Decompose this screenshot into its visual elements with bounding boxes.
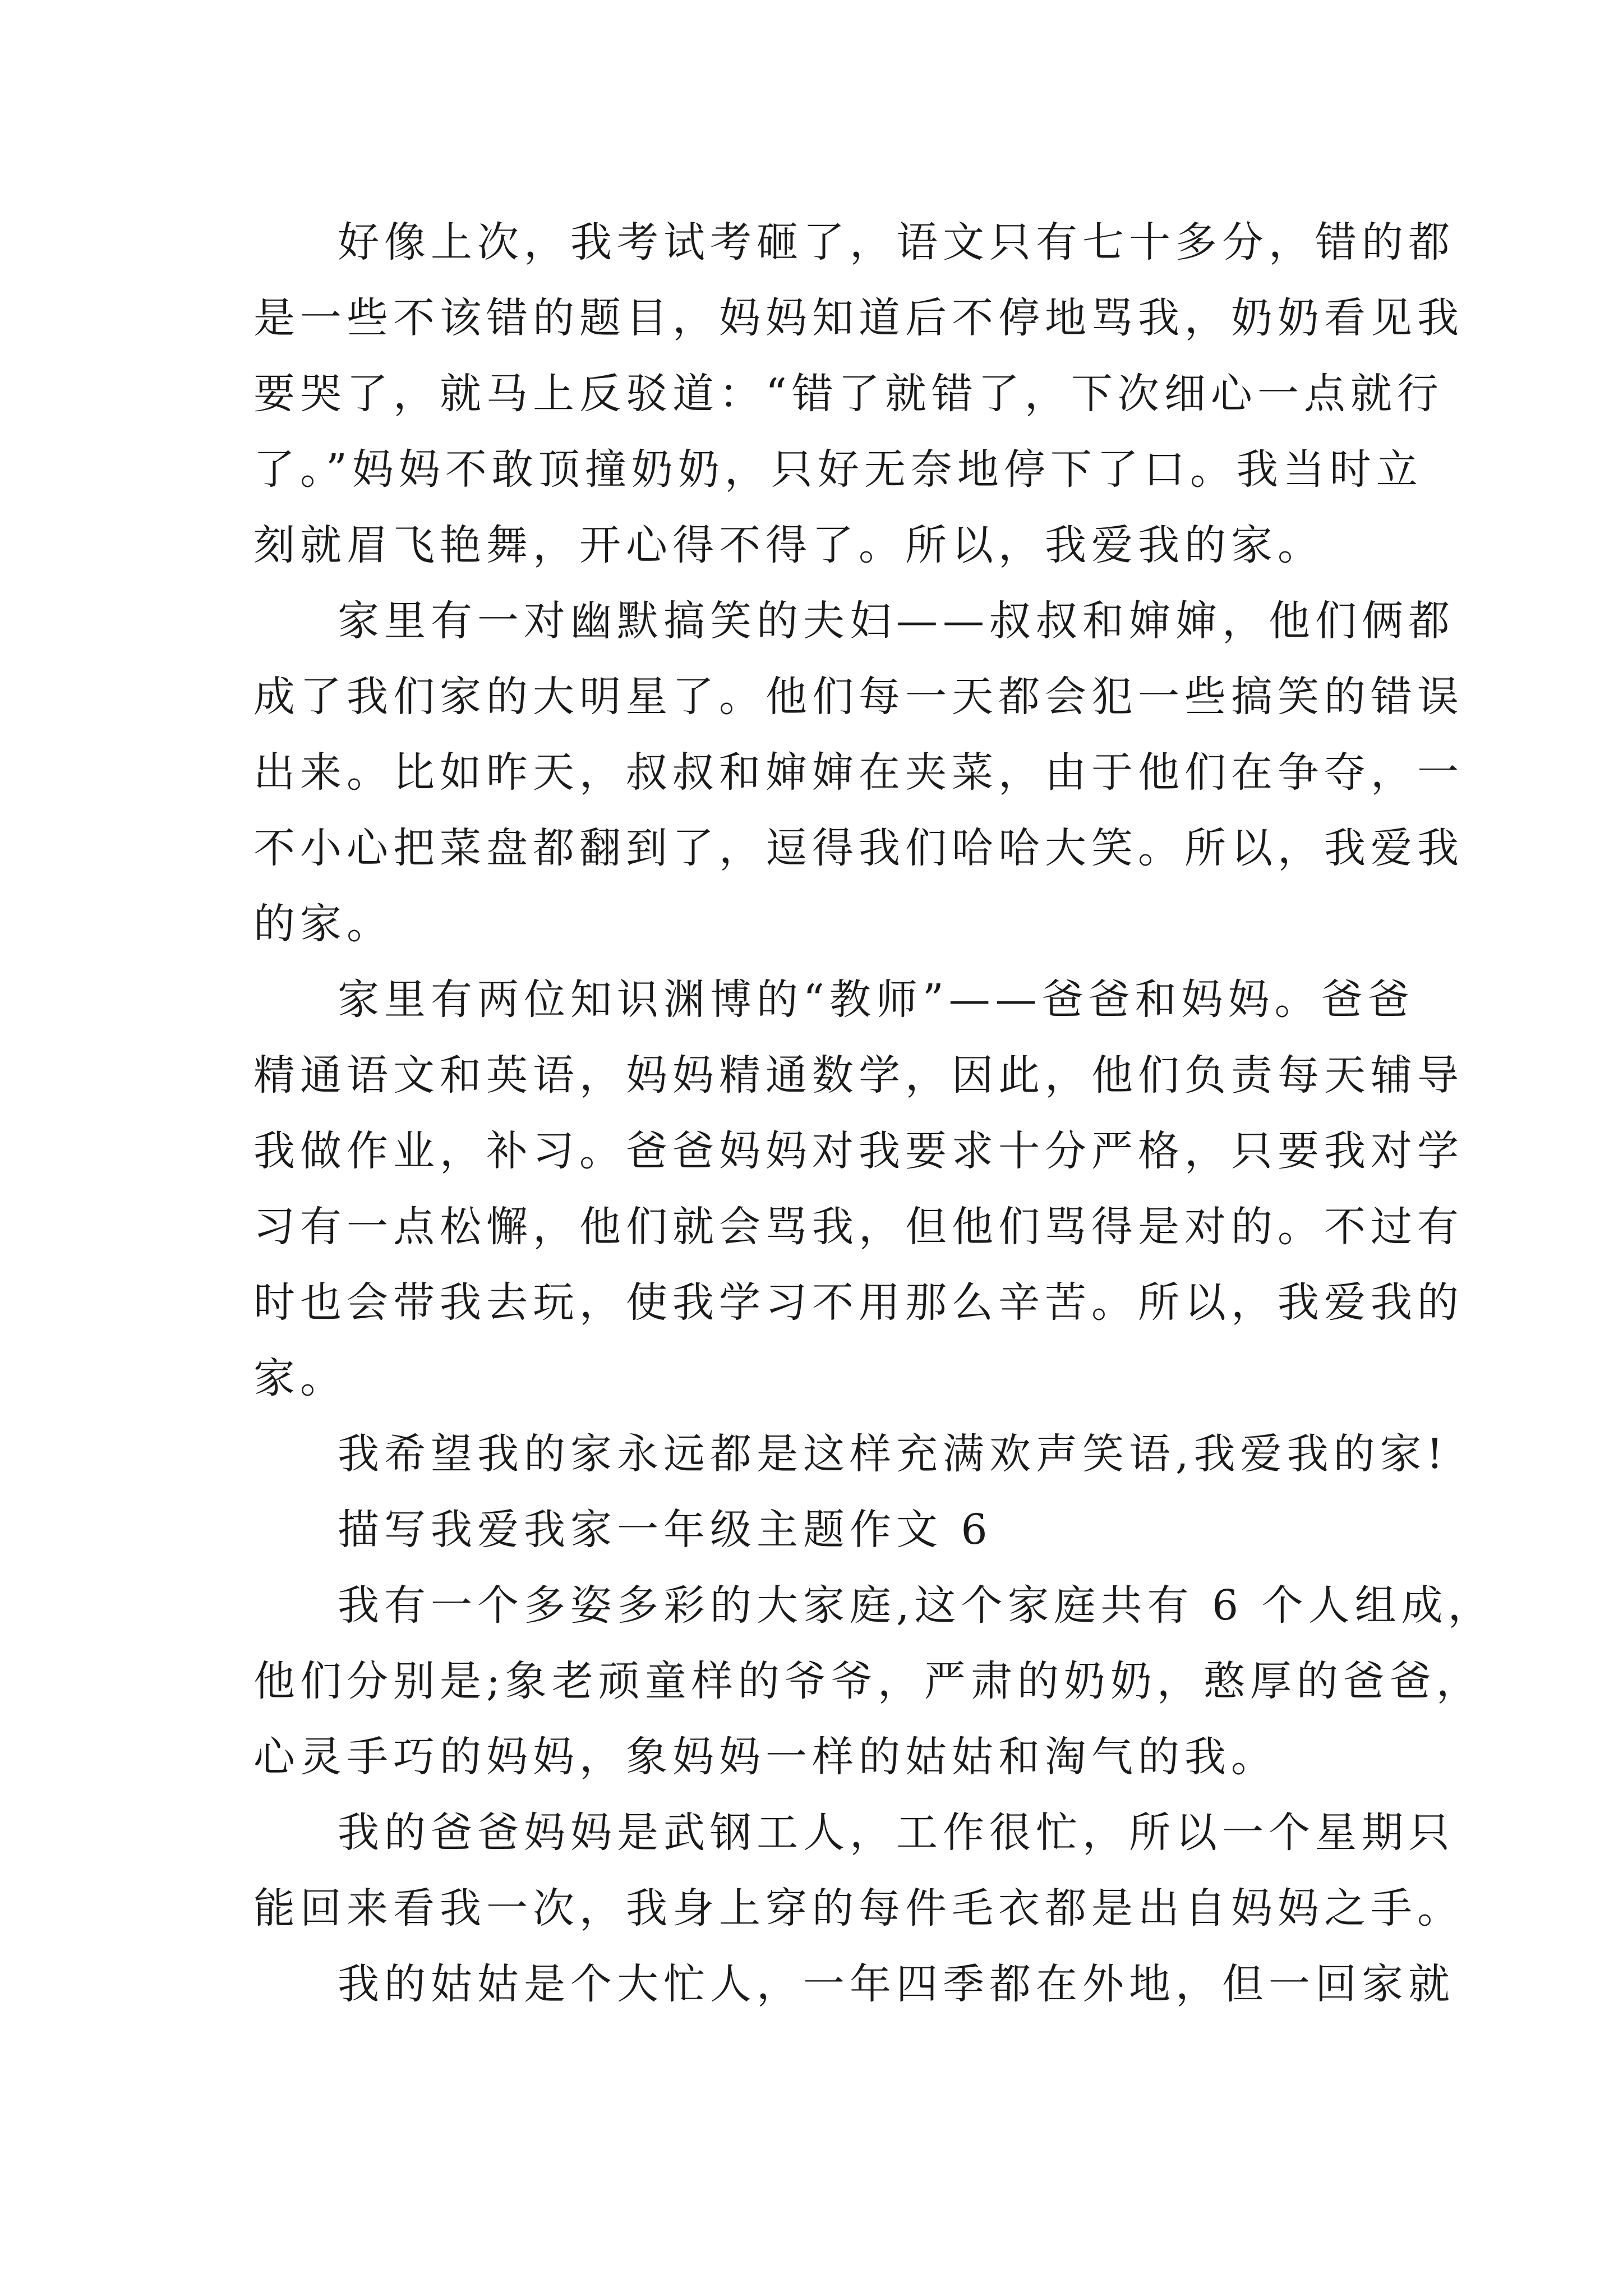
text-line: 能回来看我一次，我身上穿的每件毛衣都是出自妈妈之手。: [253, 1884, 1464, 1932]
text-line: 好像上次，我考试考砸了，语文只有七十多分，错的都: [338, 218, 1455, 266]
text-line: 心灵手巧的妈妈，象妈妈一样的姑姑和淘气的我。: [253, 1733, 1278, 1781]
text-line: 要哭了，就马上反驳道：“错了就错了，下次细心一点就行: [253, 370, 1444, 418]
text-line: 刻就眉飞艳舞，开心得不得了。所以，我爱我的家。: [253, 521, 1324, 569]
text-line: 习有一点松懈，他们就会骂我，但他们骂得是对的。不过有: [253, 1203, 1464, 1251]
text-line: 出来。比如昨天，叔叔和婶婶在夹菜，由于他们在争夺，一: [253, 748, 1464, 797]
text-line: 我的姑姑是个大忙人，一年四季都在外地，但一回家就: [338, 1960, 1455, 2008]
text-line: 家里有一对幽默搞笑的夫妇——叔叔和婶婶，他们俩都: [338, 597, 1455, 645]
text-line: 他们分别是;象老顽童样的爷爷，严肃的奶奶，憨厚的爸爸，: [253, 1657, 1483, 1705]
text-line: 我的爸爸妈妈是武钢工人，工作很忙，所以一个星期只: [338, 1809, 1455, 1857]
text-line: 我希望我的家永远都是这样充满欢声笑语,我爱我的家!: [338, 1430, 1449, 1478]
text-line: 精通语文和英语，妈妈精通数学，因此，他们负责每天辅导: [253, 1051, 1464, 1099]
text-line: 不小心把菜盘都翻到了，逗得我们哈哈大笑。所以，我爱我: [253, 824, 1464, 872]
text-line: 的家。: [253, 900, 393, 948]
text-line: 我有一个多姿多彩的大家庭,这个家庭共有 6 个人组成，: [338, 1581, 1495, 1630]
text-line: 描写我爱我家一年级主题作文 6: [338, 1506, 993, 1554]
text-line: 是一些不该错的题目，妈妈知道后不停地骂我，奶奶看见我: [253, 294, 1464, 342]
text-line: 我做作业，补习。爸爸妈妈对我要求十分严格，只要我对学: [253, 1127, 1464, 1175]
text-line: 家里有两位知识渊博的“教师”——爸爸和妈妈。爸爸: [338, 976, 1414, 1024]
text-line: 成了我们家的大明星了。他们每一天都会犯一些搞笑的错误: [253, 673, 1464, 721]
text-line: 家。: [253, 1354, 347, 1402]
text-line: 时也会带我去玩，使我学习不用那么辛苦。所以，我爱我的: [253, 1278, 1464, 1327]
essay-body: [253, 205, 1495, 2022]
text-line: 了。”妈妈不敢顶撞奶奶，只好无奈地停下了口。我当时立: [253, 445, 1423, 494]
